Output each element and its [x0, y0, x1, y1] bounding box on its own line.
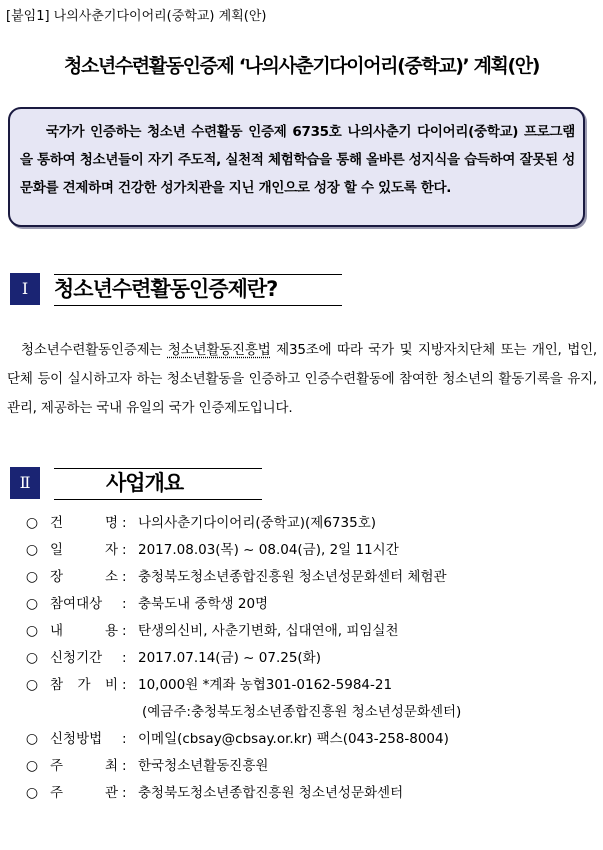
- circle-bullet-icon: ○: [25, 596, 39, 612]
- overview-item-label: [50, 726, 118, 753]
- overview-item: [24, 510, 599, 537]
- section-1-top-rule: [54, 274, 342, 275]
- summary-text: 국가가 인증하는 청소년 수련활동 인증제 6735호 나의사춘기 다이어리(중학교) 프로그램을 통하여 청소년들이 자기 주도적, 실천적 체험학습을 통해 올바른 성지식을 습득하여 잘못된 성문화를 견제하며 건강한 성가치관을 지닌 개인으로 성장 할 수 있도록 한다.: [20, 124, 575, 196]
- overview-item-label: [50, 618, 118, 645]
- overview-item-label: [50, 672, 118, 699]
- label-char: 용: [104, 623, 118, 639]
- circle-bullet-icon: ○: [25, 515, 39, 531]
- section-2-bottom-rule: [54, 499, 262, 500]
- overview-item: [24, 645, 599, 672]
- label-char: 관: [104, 785, 118, 801]
- label-char: 신청방법: [50, 731, 103, 747]
- circle-bullet-icon: ○: [25, 677, 39, 693]
- label-char: 참: [50, 677, 64, 693]
- section-1-body: [7, 336, 597, 423]
- overview-item-value: 2017.07.14(금) ~ 07.25(화): [138, 650, 321, 666]
- label-separator: :: [122, 650, 127, 666]
- overview-item: [24, 753, 599, 780]
- overview-item-value: 2017.08.03(목) ~ 08.04(금), 2일 11시간: [138, 542, 399, 558]
- overview-item-label: [50, 780, 118, 807]
- overview-item-value: 10,000원 *계좌 농협301-0162-5984-21: [138, 677, 393, 693]
- label-separator: :: [122, 596, 127, 612]
- overview-item: [24, 618, 599, 645]
- label-separator: :: [122, 623, 127, 639]
- label-char: 내: [50, 623, 64, 639]
- overview-item-label: [50, 564, 118, 591]
- circle-bullet-icon: ○: [25, 623, 39, 639]
- overview-item-value: 충청북도청소년종합진흥원 청소년성문화센터 체험관: [138, 569, 447, 585]
- overview-item: [24, 591, 599, 618]
- label-char: 소: [104, 569, 118, 585]
- overview-item-value: 한국청소년활동진흥원: [138, 758, 269, 774]
- label-separator: :: [122, 758, 127, 774]
- section-1-number: Ⅰ: [10, 273, 40, 305]
- page-title: 청소년수련활동인증제 ‘나의사춘기다이어리(중학교)’ 계획(안): [63, 55, 540, 77]
- label-separator: :: [122, 785, 127, 801]
- section-1-body-start: 청소년수련활동인증제는: [21, 342, 168, 358]
- label-separator: :: [122, 542, 127, 558]
- label-char: 가: [77, 677, 91, 693]
- overview-item-value: 충청북도청소년종합진흥원 청소년성문화센터: [138, 785, 404, 801]
- label-char: 최: [104, 758, 118, 774]
- label-char: 주: [50, 785, 64, 801]
- section-1-bottom-rule: [54, 305, 342, 306]
- label-separator: :: [122, 515, 127, 531]
- overview-item: [24, 726, 599, 753]
- overview-item-label: [50, 591, 118, 618]
- label-separator: :: [122, 677, 127, 693]
- label-char: 장: [50, 569, 64, 585]
- circle-bullet-icon: ○: [25, 731, 39, 747]
- section-1-body-rest: 제35조에 따라 국가 및 지방자치단체 또는 개인, 법인, 단체 등이 실시하고자 하는 청소년활동을 인증하고 인증수련활동에 참여한 청소년의 활동기록을 유지, 관리, 제공하는 국내 유일의 국가 인증제도입니다.: [7, 342, 598, 416]
- section-1-header: [10, 273, 350, 307]
- overview-item-value: 충북도내 중학생 20명: [138, 596, 269, 612]
- overview-item-value: 이메일(cbsay@cbsay.or.kr) 팩스(043-258-8004): [138, 731, 449, 747]
- overview-item: [24, 564, 599, 591]
- summary-box: [8, 107, 585, 227]
- label-char: 일: [50, 542, 64, 558]
- circle-bullet-icon: ○: [25, 650, 39, 666]
- label-char: 비: [104, 677, 118, 693]
- label-separator: :: [122, 569, 127, 585]
- overview-item-label: [50, 645, 118, 672]
- overview-item-label: [50, 510, 118, 537]
- circle-bullet-icon: ○: [25, 785, 39, 801]
- attachment-label: [붙임1] 나의사춘기다이어리(중학교) 계획(안): [6, 9, 267, 24]
- label-char: 신청기간: [50, 650, 103, 666]
- section-2-header: [10, 467, 270, 501]
- section-2-number: Ⅱ: [10, 467, 40, 499]
- circle-bullet-icon: ○: [25, 542, 39, 558]
- label-separator: :: [122, 731, 127, 747]
- overview-item: [24, 537, 599, 564]
- circle-bullet-icon: ○: [25, 758, 39, 774]
- section-1-title: 청소년수련활동인증제란?: [54, 277, 278, 301]
- label-char: 자: [104, 542, 118, 558]
- circle-bullet-icon: ○: [25, 569, 39, 585]
- project-overview-list: [24, 510, 599, 807]
- label-char: 명: [104, 515, 118, 531]
- section-2-title: 사업개요: [106, 471, 184, 495]
- overview-item-continuation: [24, 699, 599, 726]
- overview-item: [24, 672, 599, 699]
- label-char: 주: [50, 758, 64, 774]
- overview-item: [24, 780, 599, 807]
- law-name: 청소년활동진흥법: [167, 342, 271, 358]
- section-2-top-rule: [54, 468, 262, 469]
- label-char: 건: [50, 515, 64, 531]
- overview-item-label: [50, 753, 118, 780]
- label-char: 참여대상: [50, 596, 103, 612]
- overview-item-value: 탄생의신비, 사춘기변화, 십대연애, 피임실천: [138, 623, 399, 639]
- overview-item-label: [50, 537, 118, 564]
- account-holder-text: (예금주:충청북도청소년종합진흥원 청소년성문화센터): [142, 704, 462, 720]
- overview-item-value: 나의사춘기다이어리(중학교)(제6735호): [138, 515, 376, 531]
